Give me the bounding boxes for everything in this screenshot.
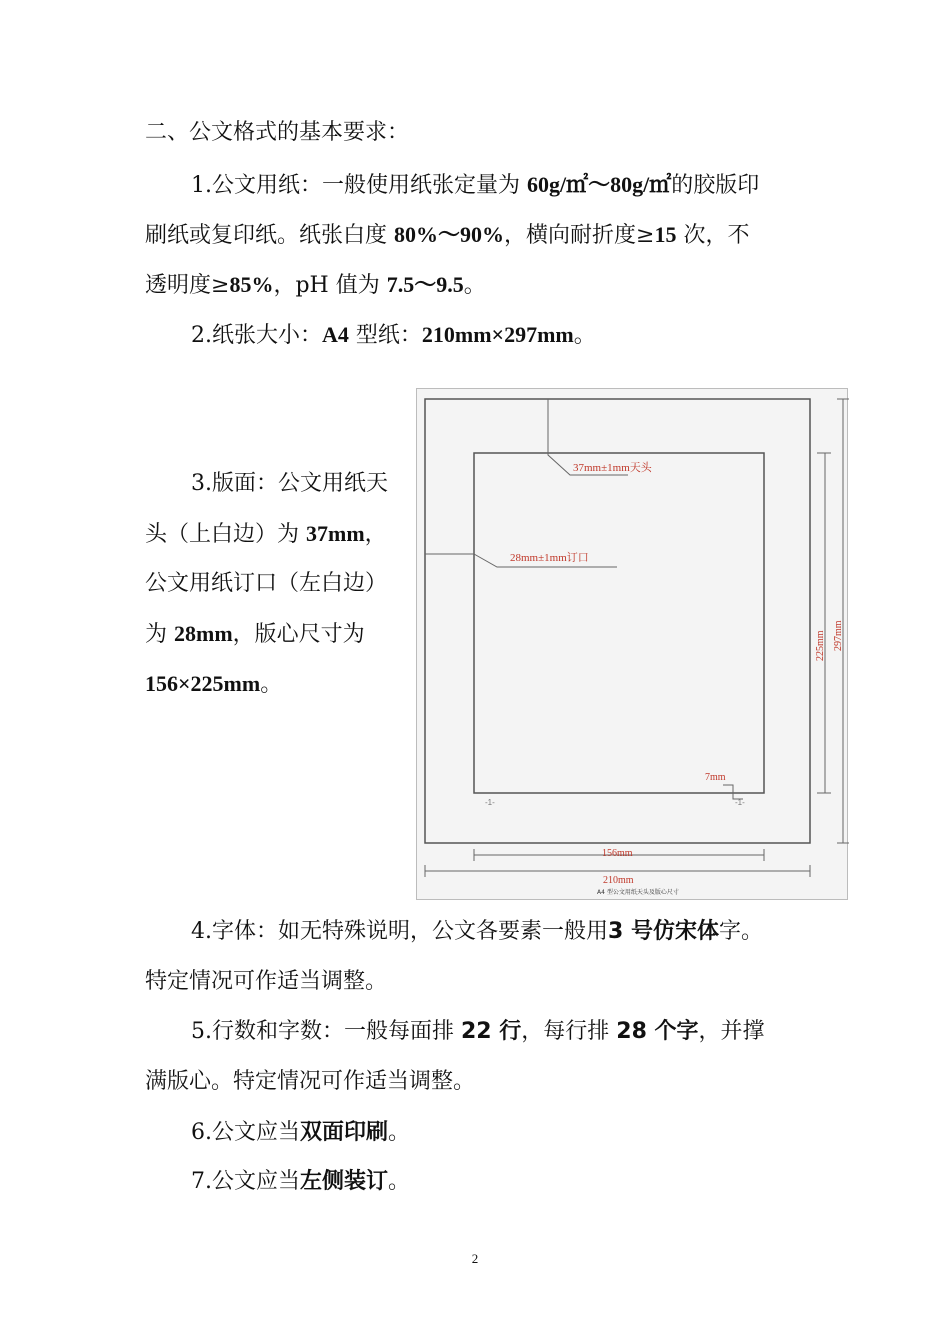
paper-line-1: 1.公文用纸：一般使用纸张定量为 60g/㎡～80g/㎡的胶版印 [191,172,760,198]
label-footer-gap: 7mm [705,772,726,783]
layout-line-1: 3.版面：公文用纸天 [191,471,388,496]
label-body-height: 225mm [815,630,826,661]
sample-page-number-right: -1- [735,798,745,807]
label-body-width: 156mm [602,848,633,859]
diagram-svg [417,389,849,901]
font-line-2: 特定情况可作适当调整。 [145,969,388,994]
paper-line-3: 透明度≥85%，pH 值为 7.5～9.5。 [145,272,486,298]
paragraph-binding: 7.公文应当左侧装订。 [191,1169,411,1194]
label-left-margin: 28mm±1mm订口 [510,552,589,564]
a4-layout-diagram [416,388,848,900]
paper-line-2: 刷纸或复印纸。纸张白度 80%～90%，横向耐折度≥15 次，不 [145,222,750,248]
section-heading: 二、公文格式的基本要求： [145,120,410,145]
diagram-caption: A4 型公文用纸天头及版心尺寸 [597,889,679,896]
sample-page-number-left: -1- [485,798,495,807]
footer-gap-leader [723,785,743,799]
layout-line-5: 156×225mm。 [145,671,283,697]
lines-line-1: 5.行数和字数：一般每面排 22 行，每行排 28 个字，并撑 [191,1019,765,1044]
lines-line-2: 满版心。特定情况可作适当调整。 [145,1069,476,1094]
layout-line-4: 为 28mm，版心尺寸为 [145,621,365,647]
layout-line-2: 头（上白边）为 37mm， [145,521,387,547]
label-page-height: 297mm [833,620,844,651]
paragraph-duplex: 6.公文应当双面印刷。 [191,1120,411,1145]
body-outline [474,453,764,793]
label-top-margin: 37mm±1mm天头 [573,462,652,474]
page-number: 2 [471,1251,479,1266]
label-page-width: 210mm [603,875,634,886]
layout-line-3: 公文用纸订口（左白边） [145,571,388,596]
font-line-1: 4.字体：如无特殊说明，公文各要素一般用3 号仿宋体字。 [191,919,763,944]
paragraph-paper-size: 2.纸张大小：A4 型纸：210mm×297mm。 [191,322,596,348]
